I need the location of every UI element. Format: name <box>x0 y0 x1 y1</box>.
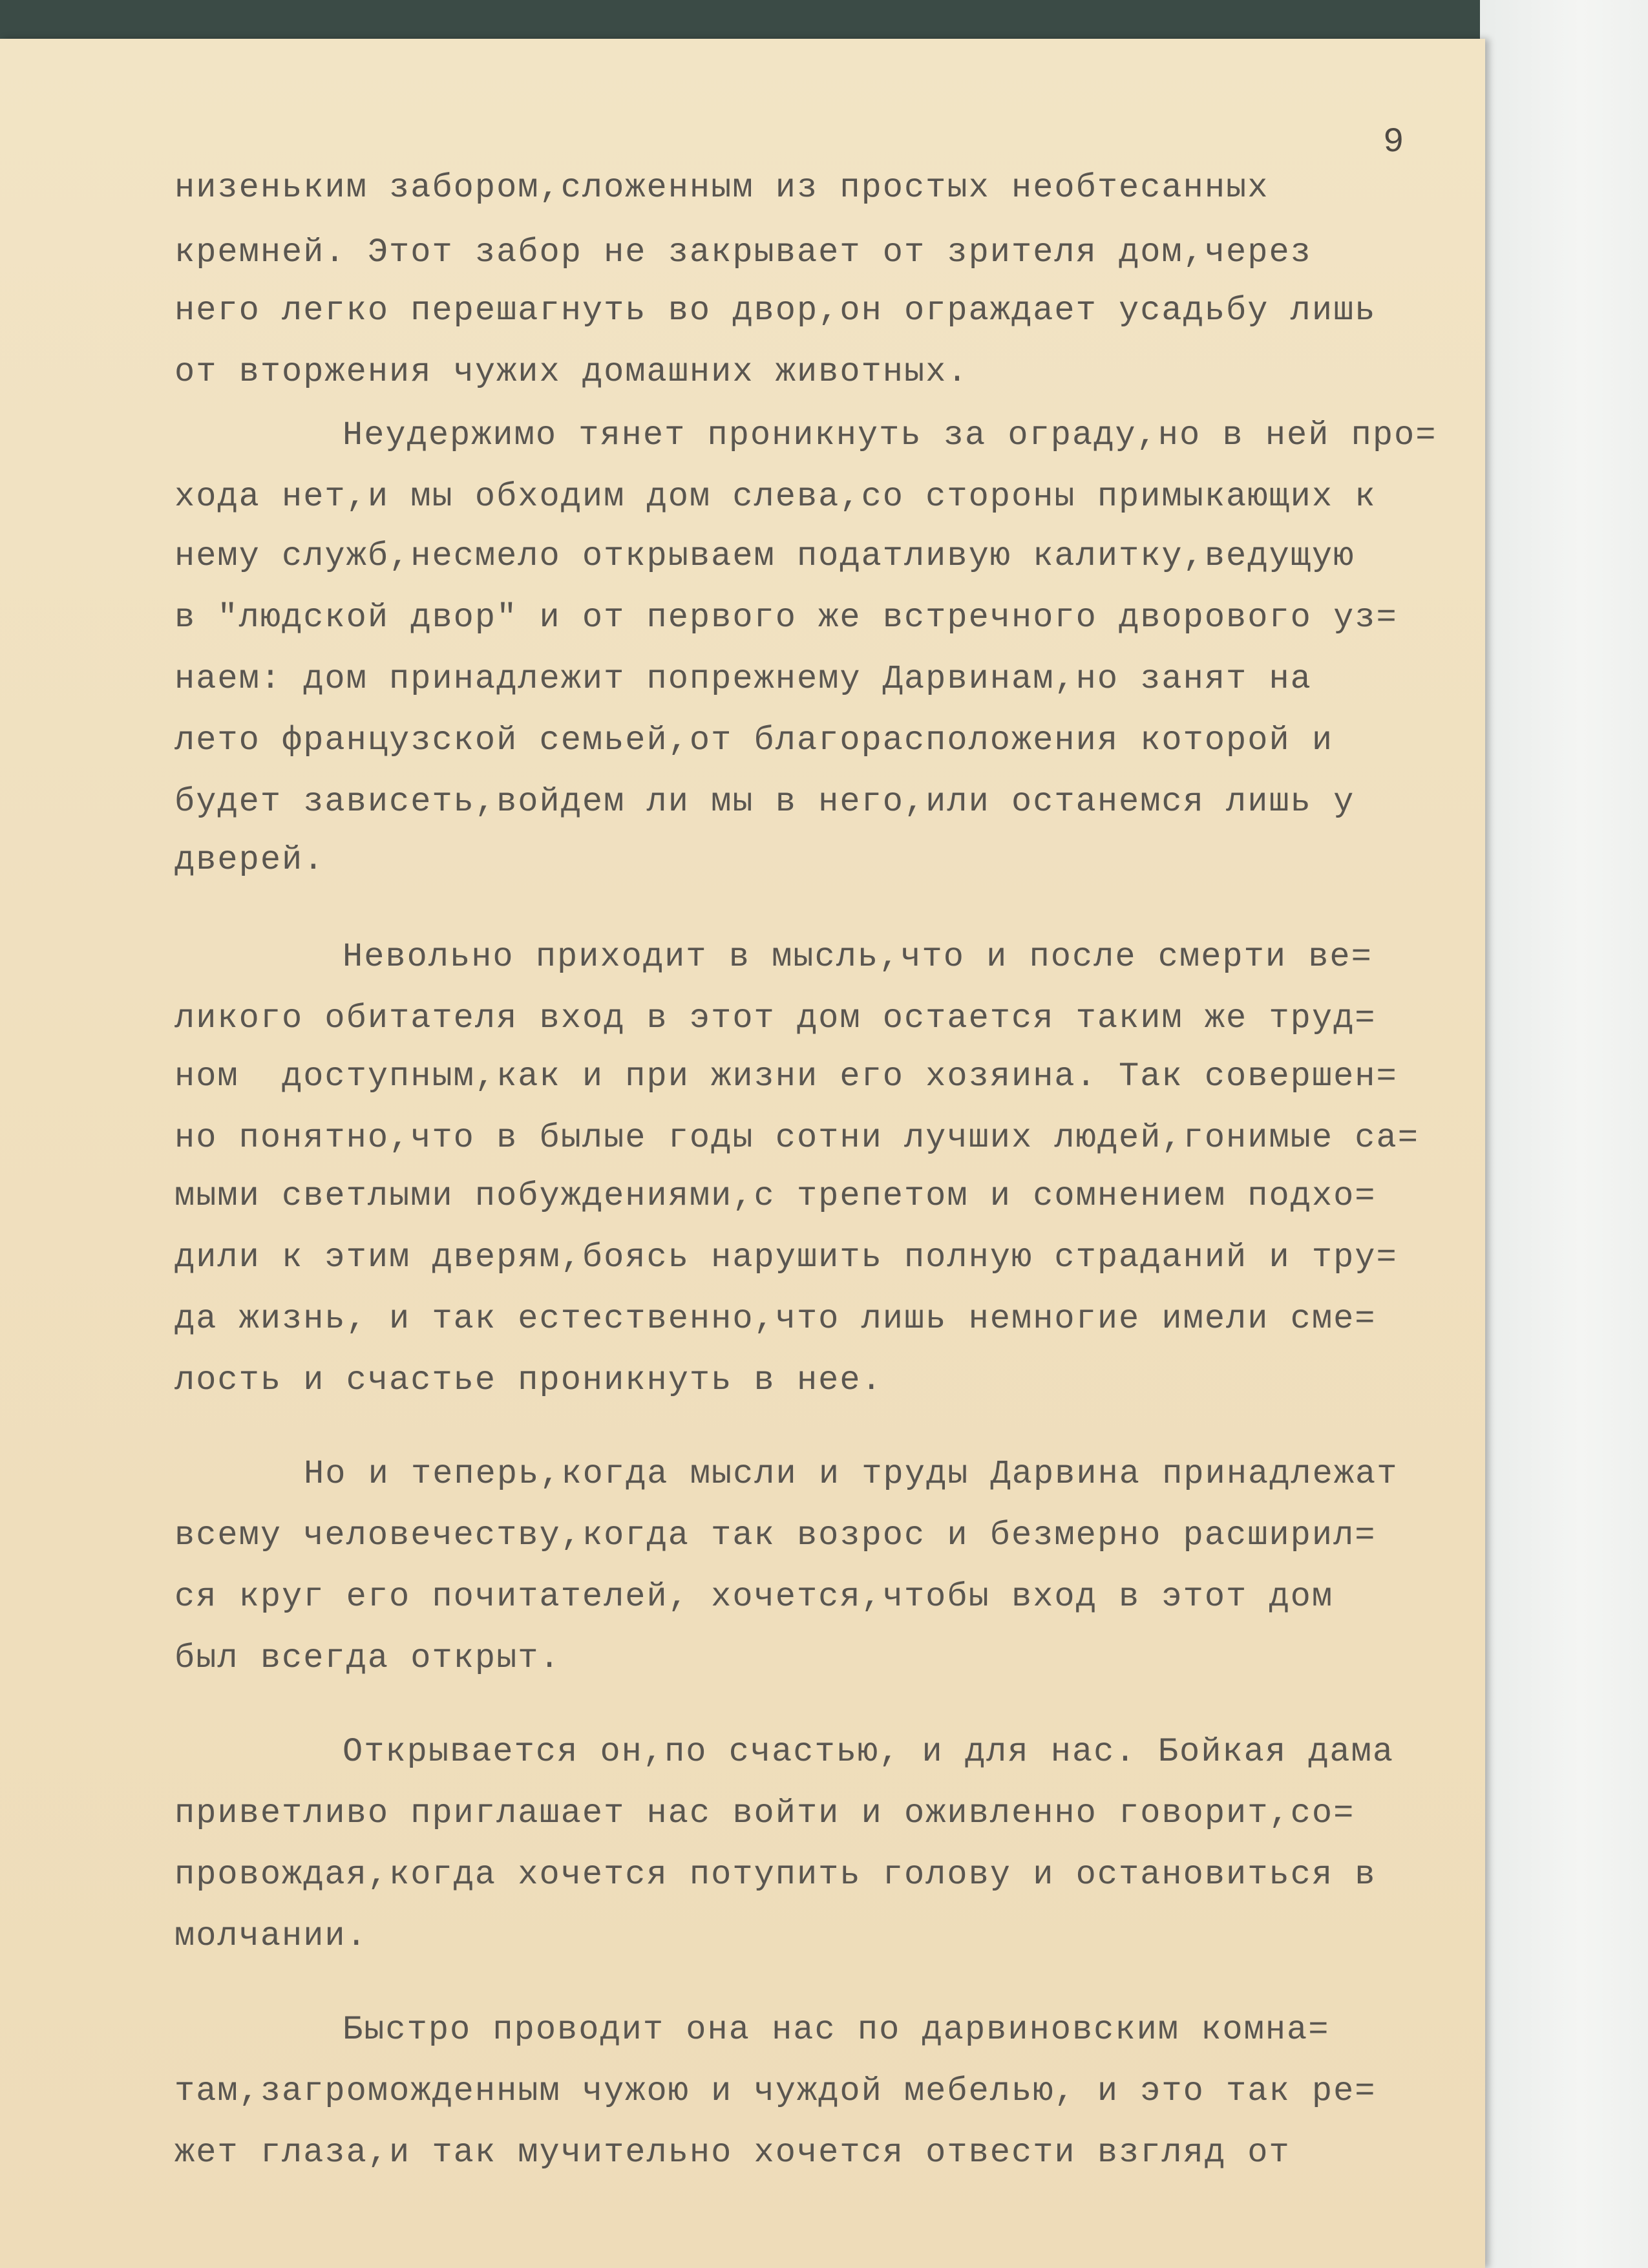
text-line: Невольно приходит в мысль,что и после смерти ве= <box>343 938 1373 976</box>
text-line: низеньким забором,сложенным из простых необтесанных <box>174 169 1269 207</box>
text-line: ном доступным,как и при жизни его хозяина. Так совершен= <box>174 1057 1398 1096</box>
text-line: приветливо приглашает нас войти и оживленно говорит,со= <box>174 1794 1355 1832</box>
text-line: дверей. <box>174 841 325 879</box>
text-line: будет зависеть,войдем ли мы в него,или останемся лишь у <box>174 783 1355 821</box>
text-line: дили к этим дверям,боясь нарушить полную страданий и тру= <box>174 1238 1398 1277</box>
text-line: Но и теперь,когда мысли и труды Дарвина принадлежат <box>304 1455 1399 1493</box>
text-line: Неудержимо тянет проникнуть за ограду,но в ней про= <box>343 416 1437 454</box>
text-line: нему служб,несмело открываем податливую калитку,ведущую <box>174 537 1355 575</box>
text-line: был всегда открыт. <box>174 1639 561 1677</box>
text-line: лето французской семьей,от благорасположения которой и <box>174 721 1334 759</box>
text-line: всему человечеству,когда так возрос и безмерно расширил= <box>174 1516 1377 1554</box>
text-line: Открывается он,по счастью, и для нас. Бойкая дама <box>343 1733 1395 1771</box>
text-line: кремней. Этот забор не закрывает от зрителя дом,через <box>174 233 1312 271</box>
text-line: но понятно,что в былые годы сотни лучших людей,гонимые са= <box>174 1119 1419 1157</box>
text-line: него легко перешагнуть во двор,он ограждает усадьбу лишь <box>174 291 1377 330</box>
text-line: от вторжения чужих домашних животных. <box>174 353 969 391</box>
page-number: 9 <box>1383 123 1404 162</box>
text-line: лость и счастье проникнуть в нее. <box>174 1361 883 1399</box>
text-line: наем: дом принадлежит попрежнему Дарвинам,но занят на <box>174 660 1312 698</box>
scanner-background <box>1480 0 1648 2268</box>
text-line: там,загроможденным чужою и чуждой мебелью, и это так ре= <box>174 2072 1377 2110</box>
text-line: ся круг его почитателей, хочется,чтобы вход в этот дом <box>174 1578 1334 1616</box>
text-line: в "людской двор" и от первого же встречного дворового уз= <box>174 599 1398 637</box>
text-line: хода нет,и мы обходим дом слева,со стороны примыкающих к <box>174 478 1377 516</box>
text-line: ликого обитателя вход в этот дом остается таким же труд= <box>174 999 1377 1037</box>
text-line: Быстро проводит она нас по дарвиновским комна= <box>343 2011 1330 2049</box>
text-line: мыми светлыми побуждениями,с трепетом и сомнением подхо= <box>174 1177 1377 1215</box>
text-line: молчании. <box>174 1917 368 1955</box>
typewritten-page <box>0 39 1485 2268</box>
text-line: жет глаза,и так мучительно хочется отвести взгляд от <box>174 2134 1291 2172</box>
text-line: да жизнь, и так естественно,что лишь немногие имели сме= <box>174 1300 1377 1338</box>
text-line: провождая,когда хочется потупить голову и остановиться в <box>174 1856 1377 1894</box>
